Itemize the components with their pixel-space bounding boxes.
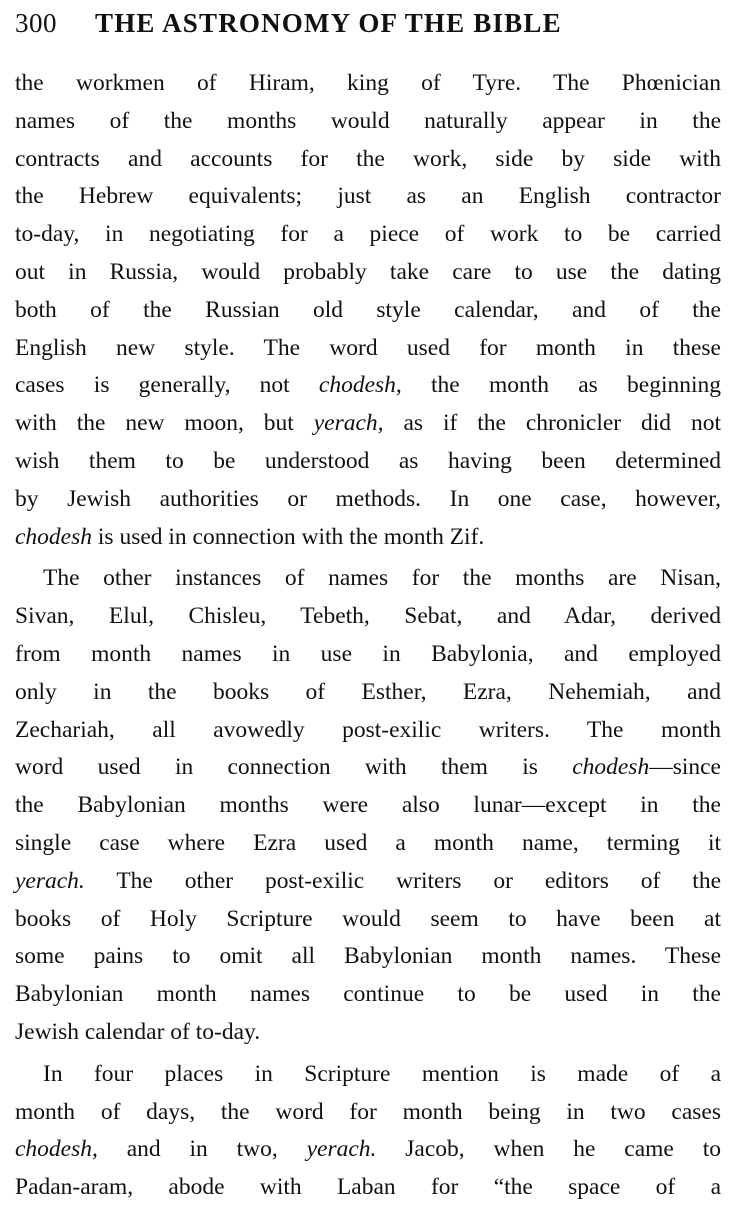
- text-line: [15, 560, 721, 598]
- text-line: [15, 103, 721, 141]
- text-line: [15, 825, 721, 863]
- text-run: Babylonian month names continue to be used in the: [15, 981, 721, 1008]
- text-line: [15, 1169, 721, 1207]
- text-run: wish them to be understood as having been determined: [15, 447, 721, 474]
- text-line: [15, 481, 721, 519]
- italic-term: chodesh: [15, 523, 93, 550]
- text-run: Zechariah, all avowedly post-exilic writers. The month: [15, 716, 721, 743]
- text-run: month of days, the word for month being in two cases: [15, 1098, 721, 1125]
- text-line: [15, 712, 721, 750]
- text-run: to-day, in negotiating for a piece of work to be carried: [15, 221, 721, 248]
- text-run: Sivan, Elul, Chisleu, Tebeth, Sebat, and Adar, derived: [15, 603, 721, 630]
- text-run: Jewish calendar of to-day.: [15, 1018, 261, 1045]
- text-run: the Babylonian months were also lunar—except in the: [15, 792, 721, 819]
- text-line: [15, 443, 721, 481]
- text-run: English new style. The word used for month in these: [15, 334, 721, 361]
- text-line: [15, 598, 721, 636]
- text-line: [15, 1014, 721, 1052]
- text-line: [15, 1056, 721, 1094]
- text-line: [15, 863, 721, 901]
- running-title: THE ASTRONOMY OF THE BIBLE: [95, 8, 562, 38]
- text-line: [15, 330, 721, 368]
- text-run: with the new moon, but: [15, 410, 314, 437]
- italic-term: chodesh,: [318, 372, 402, 399]
- text-line: [15, 674, 721, 712]
- paragraph: [15, 65, 721, 556]
- text-line: [15, 901, 721, 939]
- text-run: as if the chronicler did not: [383, 410, 722, 437]
- text-run: In four places in Scripture mention is made of a: [43, 1060, 721, 1087]
- text-line: [15, 141, 721, 179]
- text-run: names of the months would naturally appear in the: [15, 107, 721, 134]
- text-line: [15, 65, 721, 103]
- italic-term: yerach.: [306, 1136, 377, 1163]
- text-line: [15, 976, 721, 1014]
- text-line: [15, 178, 721, 216]
- text-run: by Jewish authorities or methods. In one case, however,: [15, 485, 721, 512]
- text-line: [15, 938, 721, 976]
- book-page: [15, 0, 721, 1207]
- text-run: both of the Russian old style calendar, and of the: [15, 296, 721, 323]
- text-run: Padan-aram, abode with Laban for “the space of a: [15, 1174, 721, 1201]
- italic-term: chodesh,: [15, 1136, 98, 1163]
- text-run: only in the books of Esther, Ezra, Nehemiah, and: [15, 678, 721, 705]
- italic-term: yerach,: [313, 410, 384, 437]
- text-run: books of Holy Scripture would seem to have been at: [15, 905, 721, 932]
- text-line: [15, 254, 721, 292]
- text-line: [15, 1131, 721, 1169]
- text-run: the workmen of Hiram, king of Tyre. The Phœnician: [15, 70, 721, 96]
- italic-term: yerach.: [15, 867, 85, 894]
- text-line: [15, 367, 721, 405]
- page-number: 300: [15, 8, 57, 38]
- text-line: [15, 636, 721, 674]
- body-text: [15, 65, 721, 1207]
- text-line: [15, 216, 721, 254]
- page-header: [15, 0, 721, 50]
- text-run: from month names in use in Babylonia, and employed: [15, 640, 721, 667]
- paragraph: [15, 560, 721, 1051]
- paragraph: [15, 1056, 721, 1207]
- text-run: is used in connection with the month Zif.: [92, 523, 485, 550]
- text-run: The other post-exilic writers or editors of the: [84, 867, 721, 894]
- text-run: —since: [649, 754, 721, 781]
- text-line: [15, 787, 721, 825]
- text-run: cases is generally, not: [15, 372, 319, 399]
- text-line: [15, 292, 721, 330]
- text-run: The other instances of names for the months are Nisan,: [43, 565, 721, 592]
- text-run: single case where Ezra used a month name, terming it: [15, 829, 721, 856]
- text-run: contracts and accounts for the work, side by side with: [15, 145, 721, 172]
- text-run: out in Russia, would probably take care to use the dating: [15, 258, 721, 285]
- text-run: word used in connection with them is: [15, 754, 573, 781]
- text-line: [15, 1094, 721, 1132]
- text-line: [15, 749, 721, 787]
- text-line: [15, 519, 721, 557]
- text-run: the Hebrew equivalents; just as an English contractor: [15, 183, 721, 210]
- text-run: some pains to omit all Babylonian month names. These: [15, 943, 721, 970]
- text-run: the month as beginning: [401, 372, 721, 399]
- text-line: [15, 405, 721, 443]
- italic-term: chodesh: [572, 754, 650, 781]
- text-run: and in two,: [97, 1136, 307, 1163]
- text-run: Jacob, when he came to: [376, 1136, 721, 1163]
